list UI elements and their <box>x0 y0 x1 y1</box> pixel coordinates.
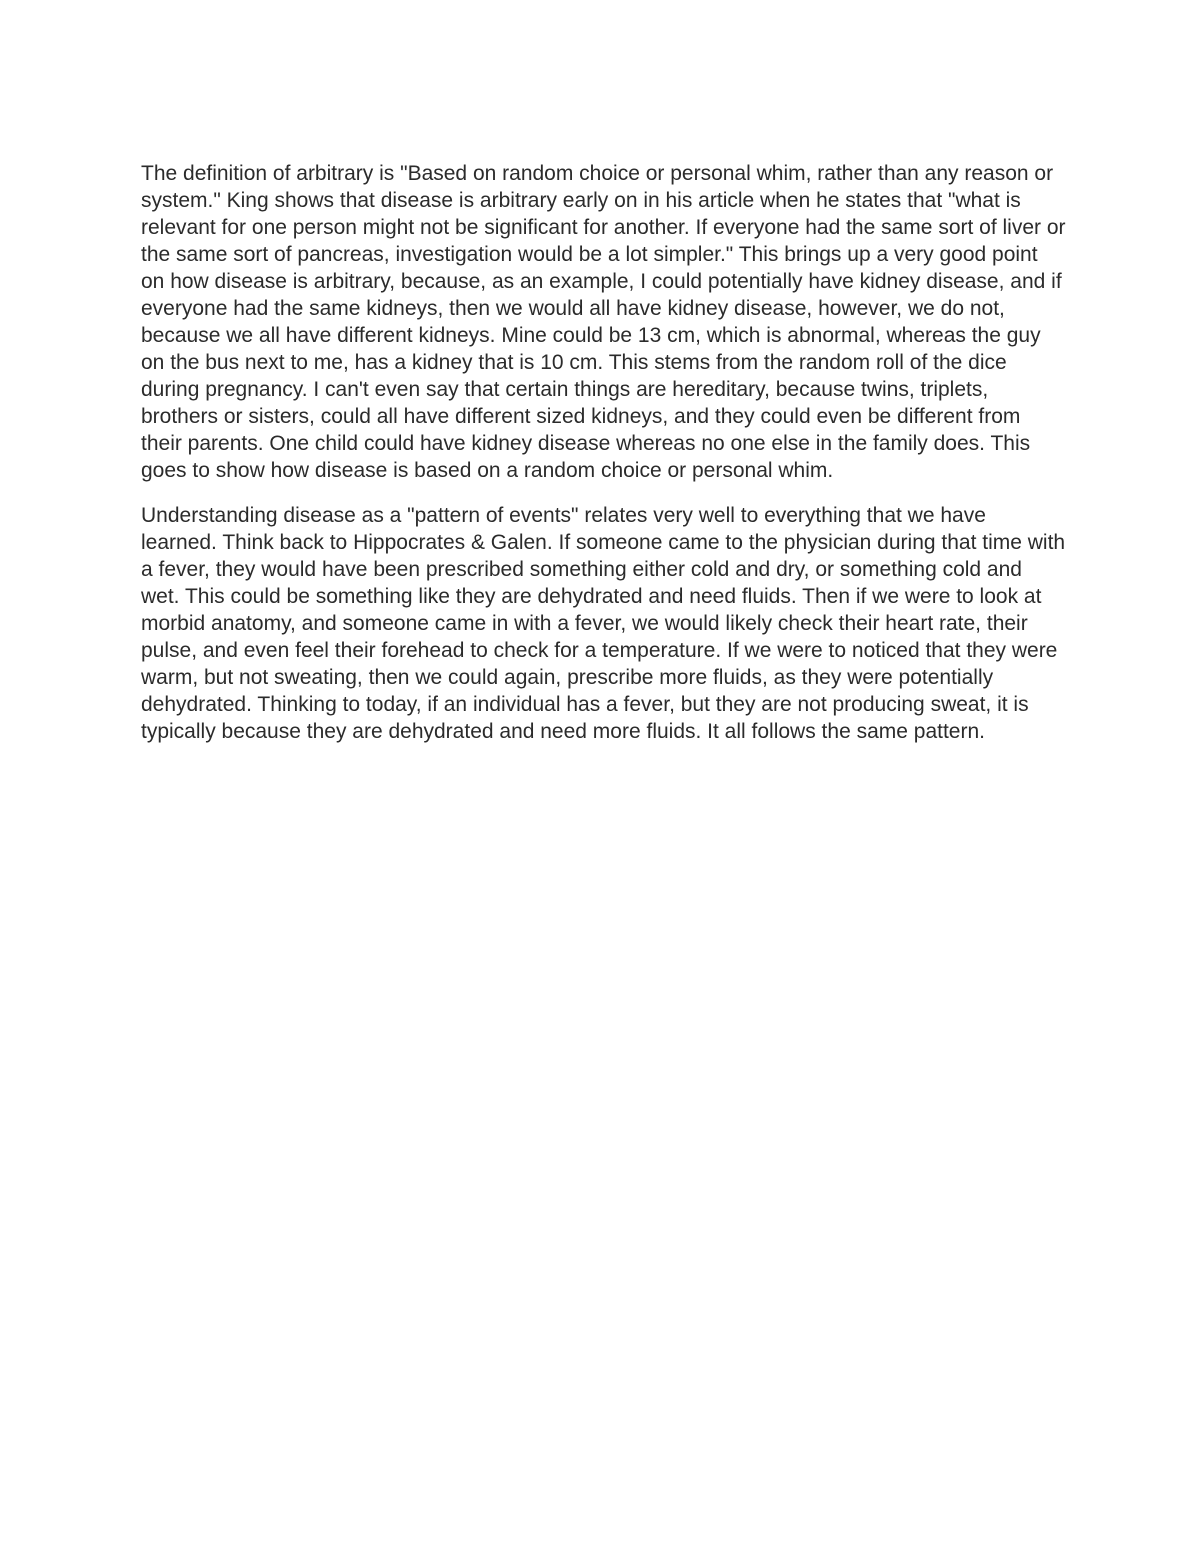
paragraph-arbitrary-disease: The definition of arbitrary is "Based on random choice or personal whim, rather than any reason or system." King shows that disease is arbitrary early on in his article when he states that "what is relevant for one person might not be significant for another. If everyone had the same sort of liver or the same sort of pancreas, investigation would be a lot simpler." This brings up a very good point on how disease is arbitrary, because, as an example, I could potentially have kidney disease, and if everyone had the same kidneys, then we would all have kidney disease, however, we do not, because we all have different kidneys. Mine could be 13 cm, which is abnormal, whereas the guy on the bus next to me, has a kidney that is 10 cm. This stems from the random roll of the dice during pregnancy. I can't even say that certain things are hereditary, because twins, triplets, brothers or sisters, could all have different sized kidneys, and they could even be different from their parents. One child could have kidney disease whereas no one else in the family does. This goes to show how disease is based on a random choice or personal whim. <box>141 162 1066 482</box>
paragraph-pattern-of-events: Understanding disease as a "pattern of events" relates very well to everything that we have learned. Think back to Hippocrates & Galen. If someone came to the physician during that time with a fever, they would have been prescribed something either cold and dry, or something cold and wet. This could be something like they are dehydrated and need fluids. Then if we were to look at morbid anatomy, and someone came in with a fever, we would likely check their heart rate, their pulse, and even feel their forehead to check for a temperature. If we were to noticed that they were warm, but not sweating, then we could again, prescribe more fluids, as they were potentially dehydrated. Thinking to today, if an individual has a fever, but they are not producing sweat, it is typically because they are dehydrated and need more fluids. It all follows the same pattern. <box>141 504 1066 743</box>
document-body <box>141 160 1066 763</box>
